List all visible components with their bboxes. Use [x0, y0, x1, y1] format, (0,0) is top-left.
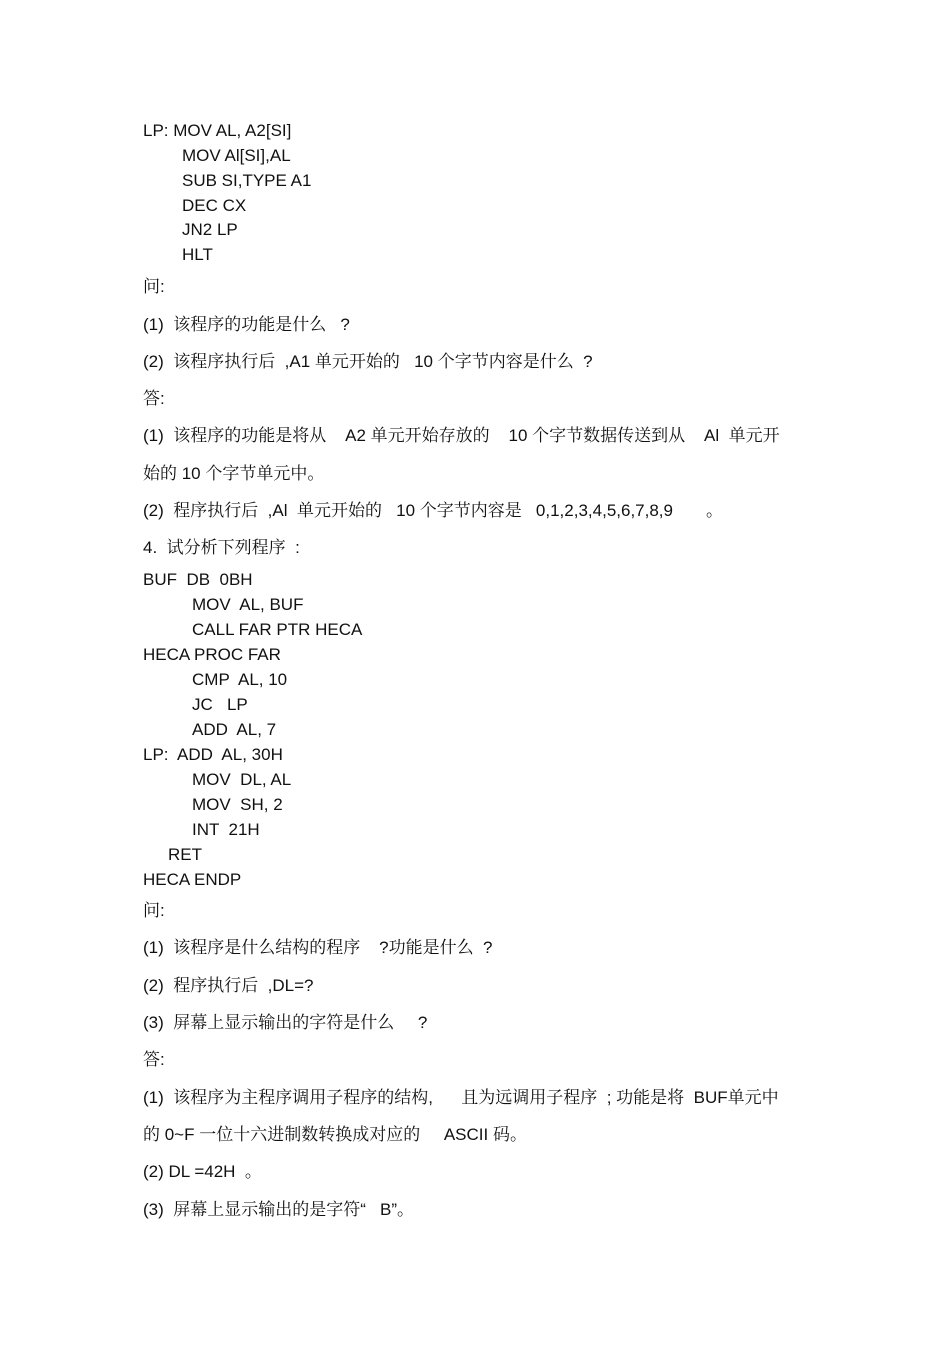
answer-line: 始的 10 个字节单元中。 — [143, 464, 325, 483]
code-line: DEC CX — [182, 196, 247, 215]
answer-label: 答: — [143, 1050, 165, 1069]
question-line: (2) 该程序执行后 ,A1 单元开始的 10 个字节内容是什么 ? — [143, 352, 593, 371]
question-line: (1) 该程序的功能是什么 ? — [143, 315, 350, 334]
answer-line: (1) 该程序的功能是将从 A2 单元开始存放的 10 个字节数据传送到从 Al 单元开 — [143, 426, 780, 445]
answer-line: (1) 该程序为主程序调用子程序的结构, 且为远调用子程序 ; 功能是将 BUF单元中 — [143, 1088, 779, 1107]
code-line: MOV Al[SI],AL — [182, 146, 291, 165]
answer-line: (2) 程序执行后 ,Al 单元开始的 10 个字节内容是 0,1,2,3,4,5,6,7,8,9 。 — [143, 501, 724, 520]
code-line: RET — [168, 845, 202, 864]
code-line: JN2 LP — [182, 220, 238, 239]
code-line: HLT — [182, 245, 213, 264]
code-line: CMP AL, 10 — [192, 670, 288, 689]
code-line: BUF DB 0BH — [143, 570, 253, 589]
code-line: MOV DL, AL — [192, 770, 292, 789]
code-line: ADD AL, 7 — [192, 720, 277, 739]
ask-label: 问: — [143, 277, 165, 296]
code-line: LP: MOV AL, A2[SI] — [143, 121, 292, 140]
code-line: INT 21H — [192, 820, 260, 839]
answer-line: (3) 屏幕上显示输出的是字符“ B”。 — [143, 1200, 415, 1219]
code-line: SUB SI,TYPE A1 — [182, 171, 312, 190]
code-line: LP: ADD AL, 30H — [143, 745, 283, 764]
code-line: HECA PROC FAR — [143, 645, 281, 664]
question-line: (1) 该程序是什么结构的程序 ?功能是什么 ? — [143, 938, 493, 957]
code-line: MOV SH, 2 — [192, 795, 283, 814]
question-line: (2) 程序执行后 ,DL=? — [143, 976, 314, 995]
answer-label: 答: — [143, 389, 165, 408]
code-line: MOV AL, BUF — [192, 595, 304, 614]
answer-line: (2) DL =42H 。 — [143, 1162, 262, 1181]
question-title: 4. 试分析下列程序 : — [143, 538, 300, 557]
code-line: CALL FAR PTR HECA — [192, 620, 363, 639]
question-line: (3) 屏幕上显示输出的字符是什么 ? — [143, 1013, 428, 1032]
code-line: HECA ENDP — [143, 870, 242, 889]
ask-label: 问: — [143, 901, 165, 920]
answer-line: 的 0~F 一位十六进制数转换成对应的 ASCII 码。 — [143, 1125, 527, 1144]
code-line: JC LP — [192, 695, 248, 714]
